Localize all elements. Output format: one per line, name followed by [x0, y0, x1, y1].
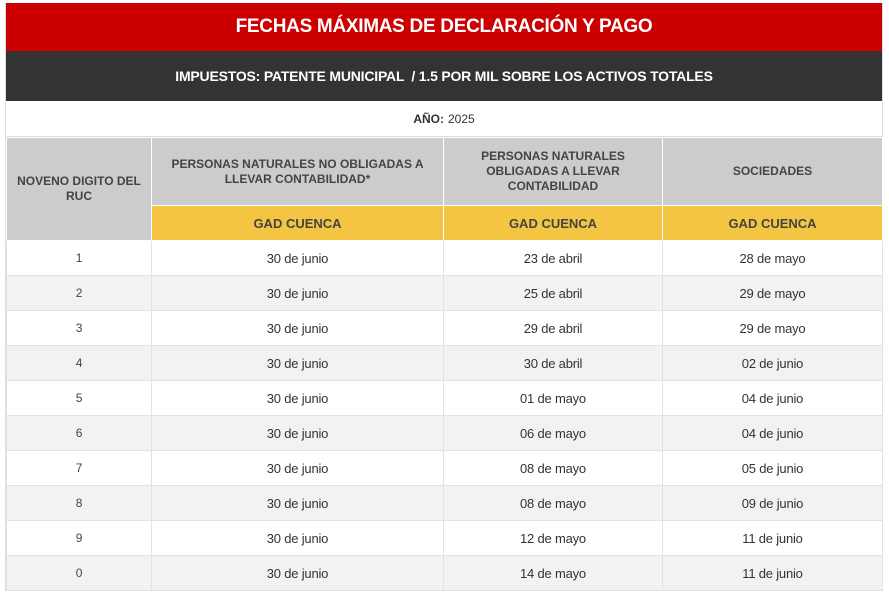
- digit-cell: 5: [7, 381, 152, 416]
- date-cell: 29 de mayo: [663, 311, 883, 346]
- digit-cell: 2: [7, 276, 152, 311]
- subheader-gad: GAD CUENCA: [152, 206, 444, 241]
- subheader-gad: GAD CUENCA: [444, 206, 663, 241]
- page-title: FECHAS MÁXIMAS DE DECLARACIÓN Y PAGO: [6, 3, 882, 51]
- digit-cell: 9: [7, 521, 152, 556]
- subheader-gad: GAD CUENCA: [663, 206, 883, 241]
- digit-cell: 7: [7, 451, 152, 486]
- table-row: [7, 311, 883, 346]
- year-row: [6, 101, 882, 137]
- date-cell: 29 de abril: [444, 311, 663, 346]
- deadline-table-container: [5, 3, 883, 591]
- date-cell: 08 de mayo: [444, 486, 663, 521]
- date-cell: 28 de mayo: [663, 241, 883, 276]
- header-natural-obligated: PERSONAS NATURALES OBLIGADAS A LLEVAR CONTABILIDAD: [444, 138, 663, 206]
- date-cell: 30 de junio: [152, 521, 444, 556]
- date-cell: 11 de junio: [663, 521, 883, 556]
- date-cell: 23 de abril: [444, 241, 663, 276]
- date-cell: 30 de junio: [152, 346, 444, 381]
- table-row: [7, 521, 883, 556]
- table-row: [7, 276, 883, 311]
- table-row: [7, 556, 883, 591]
- header-natural-not-obligated: PERSONAS NATURALES NO OBLIGADAS A LLEVAR CONTABILIDAD*: [152, 138, 444, 206]
- header-companies: SOCIEDADES: [663, 138, 883, 206]
- date-cell: 11 de junio: [663, 556, 883, 591]
- date-cell: 05 de junio: [663, 451, 883, 486]
- table-body: [7, 241, 883, 591]
- deadline-table: [6, 137, 883, 591]
- date-cell: 30 de junio: [152, 241, 444, 276]
- digit-cell: 3: [7, 311, 152, 346]
- tax-subtitle: IMPUESTOS: PATENTE MUNICIPAL / 1.5 POR MIL SOBRE LOS ACTIVOS TOTALES: [6, 51, 882, 101]
- date-cell: 30 de junio: [152, 451, 444, 486]
- year-label: AÑO:: [413, 111, 444, 126]
- date-cell: 02 de junio: [663, 346, 883, 381]
- header-ninth-digit: NOVENO DIGITO DEL RUC: [7, 138, 152, 241]
- date-cell: 30 de abril: [444, 346, 663, 381]
- table-row: [7, 241, 883, 276]
- date-cell: 12 de mayo: [444, 521, 663, 556]
- date-cell: 30 de junio: [152, 556, 444, 591]
- digit-cell: 1: [7, 241, 152, 276]
- digit-cell: 4: [7, 346, 152, 381]
- date-cell: 30 de junio: [152, 311, 444, 346]
- table-row: [7, 416, 883, 451]
- date-cell: 04 de junio: [663, 416, 883, 451]
- digit-cell: 8: [7, 486, 152, 521]
- date-cell: 30 de junio: [152, 276, 444, 311]
- date-cell: 04 de junio: [663, 381, 883, 416]
- digit-cell: 0: [7, 556, 152, 591]
- date-cell: 14 de mayo: [444, 556, 663, 591]
- year-value: 2025: [447, 111, 475, 126]
- table-row: [7, 486, 883, 521]
- table-row: [7, 451, 883, 486]
- date-cell: 08 de mayo: [444, 451, 663, 486]
- table-row: [7, 346, 883, 381]
- date-cell: 29 de mayo: [663, 276, 883, 311]
- date-cell: 09 de junio: [663, 486, 883, 521]
- date-cell: 01 de mayo: [444, 381, 663, 416]
- table-row: [7, 381, 883, 416]
- digit-cell: 6: [7, 416, 152, 451]
- header-row: [7, 138, 883, 206]
- date-cell: 30 de junio: [152, 416, 444, 451]
- date-cell: 30 de junio: [152, 486, 444, 521]
- date-cell: 06 de mayo: [444, 416, 663, 451]
- date-cell: 25 de abril: [444, 276, 663, 311]
- date-cell: 30 de junio: [152, 381, 444, 416]
